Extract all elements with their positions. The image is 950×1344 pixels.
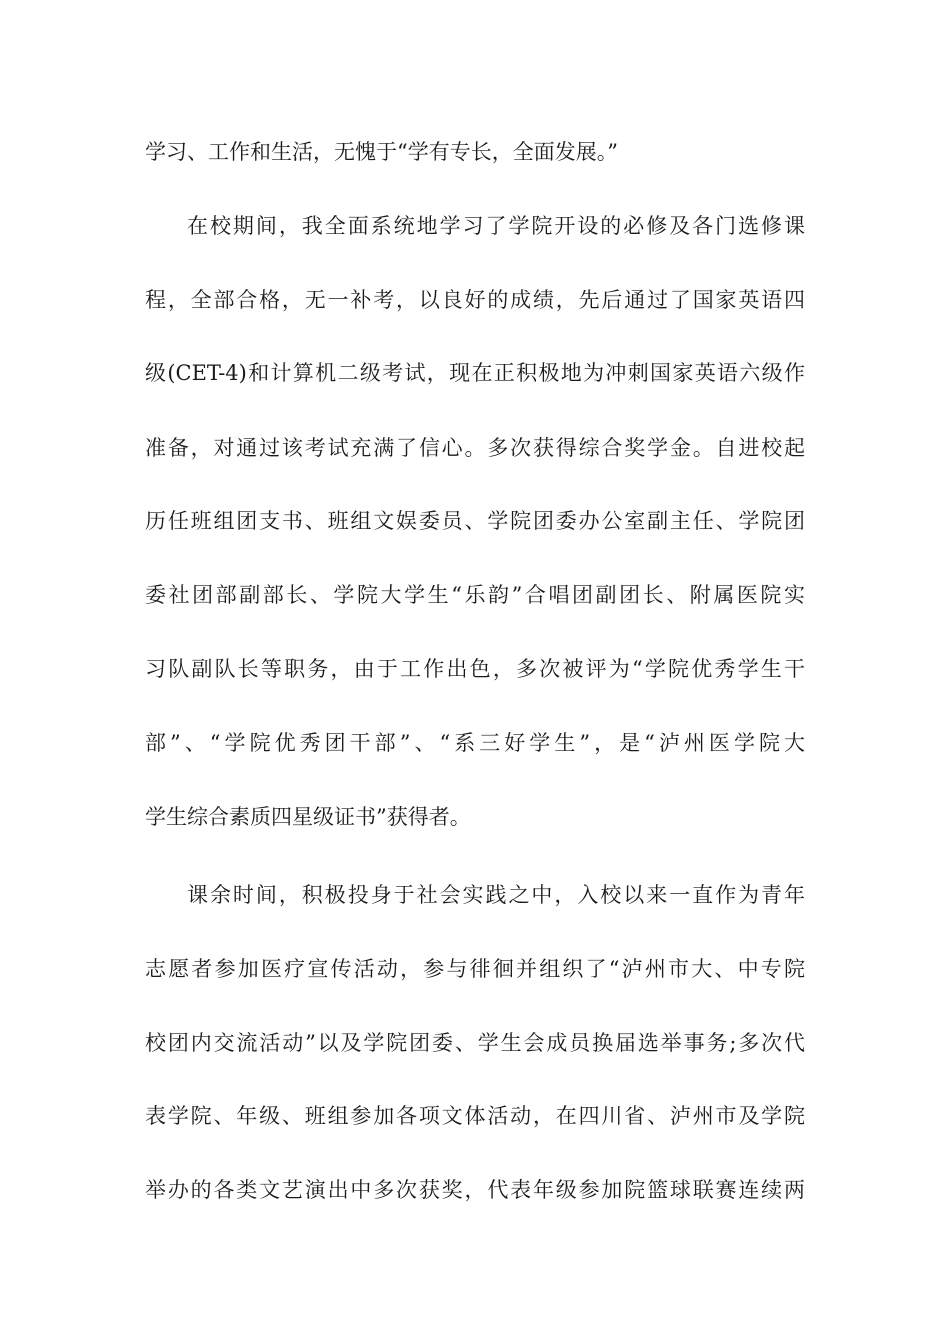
text-line: 学习、工作和生活，无愧于“学有专长，全面发展。” bbox=[145, 140, 618, 164]
text-line: 习队副队长等职务，由于工作出色，多次被评为“学院优秀学生干 bbox=[145, 657, 805, 681]
text-line: 举办的各类文艺演出中多次获奖，代表年级参加院篮球联赛连续两 bbox=[145, 1178, 805, 1202]
text-line: 部”、“学院优秀团干部”、“系三好学生”，是“泸州医学院大 bbox=[145, 731, 805, 755]
text-line: 历任班组团支书、班组文娱委员、学院团委办公室副主任、学院团 bbox=[145, 509, 805, 533]
text-line: 在校期间，我全面系统地学习了学院开设的必修及各门选修课 bbox=[187, 214, 805, 238]
text-line: 表学院、年级、班组参加各项文体活动，在四川省、泸州市及学院 bbox=[145, 1104, 805, 1128]
text-line: 级(CET-4)和计算机二级考试，现在正积极地为冲刺国家英语六级作 bbox=[145, 361, 805, 385]
text-line: 校团内交流活动”以及学院团委、学生会成员换届选举事务;多次代 bbox=[145, 1031, 805, 1055]
text-line: 程，全部合格，无一补考，以良好的成绩，先后通过了国家英语四 bbox=[145, 288, 805, 312]
text-line: 准备，对通过该考试充满了信心。多次获得综合奖学金。自进校起 bbox=[145, 436, 805, 460]
text-line: 课余时间，积极投身于社会实践之中，入校以来一直作为青年 bbox=[187, 883, 805, 907]
text-line: 委社团部副部长、学院大学生“乐韵”合唱团副团长、附属医院实 bbox=[145, 583, 805, 607]
text-line: 志愿者参加医疗宣传活动，参与徘徊并组织了“泸州市大、中专院 bbox=[145, 957, 805, 981]
text-line: 学生综合素质四星级证书”获得者。 bbox=[145, 805, 471, 829]
